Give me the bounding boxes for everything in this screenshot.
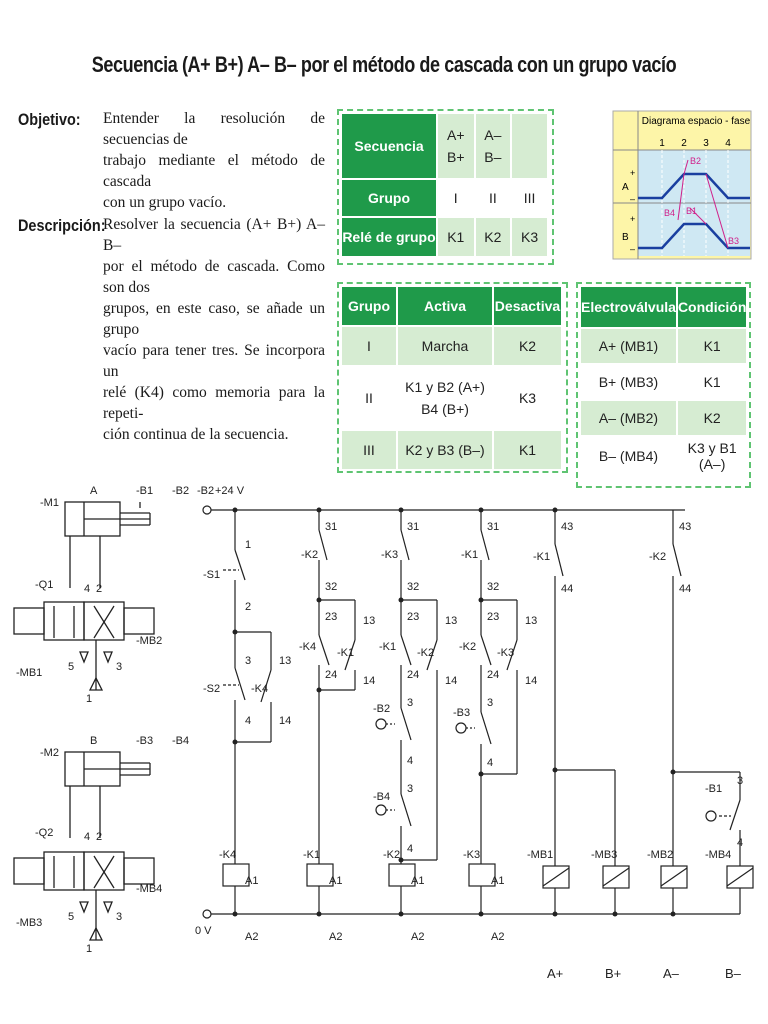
contact-num: 3 (245, 655, 252, 667)
sequence-table (340, 112, 549, 258)
port-label: 4 (84, 831, 91, 843)
k1-contact-label: -K1 (337, 647, 355, 659)
sensor-b1-label: -B1 (136, 485, 154, 497)
cylinder-b (65, 752, 150, 838)
mb4-label: -MB4 (705, 849, 732, 861)
contact-num: 3 (407, 783, 414, 795)
group-cell: I (437, 179, 475, 217)
contact-num: 4 (737, 837, 744, 849)
contact-num: 14 (525, 675, 538, 687)
k4-coil-label: -K4 (219, 849, 237, 861)
objective-line: trabajo mediante el método de cascada (103, 152, 325, 190)
ground-label: 0 V (195, 925, 212, 937)
gt-cell: K1 (493, 430, 562, 470)
contact-num: 14 (445, 675, 458, 687)
k4-contact-label: -K4 (251, 683, 269, 695)
phase-sensor: B1 (686, 206, 698, 216)
b2-label: -B2 (373, 703, 391, 715)
seq-cell: A– B– (475, 113, 512, 179)
phase-row-a: A (622, 182, 629, 193)
group-cell: II (475, 179, 512, 217)
port-label: 1 (86, 943, 93, 955)
mb2-label: -MB2 (647, 849, 674, 861)
description-text (103, 214, 325, 445)
valve-q1-label: -Q1 (35, 579, 54, 591)
phase-row-b: B (622, 232, 629, 243)
contact-num: 31 (407, 521, 420, 533)
relay-header: Relé de grupo (341, 217, 437, 257)
phase-step: 3 (703, 138, 709, 149)
description-line: Resolver la secuencia (A+ B+) A– B– (103, 216, 325, 254)
contact-num: 32 (487, 581, 500, 593)
output-label: A– (663, 966, 679, 981)
description-label: Descripción: (18, 216, 106, 235)
k2-contact-label: -K2 (301, 549, 319, 561)
contact-num: 43 (679, 521, 692, 533)
output-label: B– (725, 966, 741, 981)
gt-cell: K2 y B3 (B–) (397, 430, 493, 470)
contact-num: 4 (245, 715, 252, 727)
vt-cell: A+ (MB1) (580, 328, 677, 364)
output-label: B+ (605, 966, 622, 981)
phase-sensor: B4 (664, 208, 676, 218)
coil-a1: A1 (491, 875, 505, 887)
phase-step: 1 (659, 138, 665, 149)
coil-a1: A1 (411, 875, 425, 887)
vt-cell: B– (MB4) (580, 436, 677, 476)
pneumatic-schematic (0, 480, 195, 980)
cyl-a-ref: -M1 (40, 497, 59, 509)
supply-label: +24 V (215, 485, 245, 497)
contact-num: 3 (737, 775, 744, 787)
port-label: 1 (86, 693, 93, 705)
port-label: 3 (116, 661, 123, 673)
cyl-a-label: A (90, 485, 98, 497)
mb3-label: -MB3 (591, 849, 618, 861)
contact-num: 2 (245, 601, 252, 613)
page-title: Secuencia (A+ B+) A– B– por el método de cascada con un grupo vacío (91, 52, 677, 77)
k1-contact-label: -K1 (461, 549, 479, 561)
description-line: por el método de cascada. Como son dos (103, 258, 325, 296)
coil-a1: A1 (329, 875, 343, 887)
k4-contact-label: -K4 (299, 641, 317, 653)
phase-step: 4 (725, 138, 731, 149)
objective-text (103, 108, 325, 213)
contact-num: 24 (325, 669, 338, 681)
phase-plus: + (630, 214, 636, 224)
sensor-b3-label: -B3 (136, 735, 154, 747)
phase-title: Diagrama espacio - fase (641, 116, 751, 127)
contact-num: 3 (407, 697, 414, 709)
contact-num: 23 (487, 611, 500, 623)
contact-num: 24 (407, 669, 420, 681)
vt-cell: K1 (677, 364, 747, 400)
port-label: 3 (116, 911, 123, 923)
description-line: relé (K4) como memoria para la repeti- (103, 384, 325, 422)
objective-line: con un grupo vacío. (103, 194, 227, 211)
vt-cell: K3 y B1 (A–) (677, 436, 747, 476)
contact-num: 32 (325, 581, 338, 593)
seq-cell (511, 113, 548, 179)
k3-coil-label: -K3 (463, 849, 481, 861)
sol-mb1-label: -MB1 (16, 667, 43, 679)
supply-minus-ref: -B2 (197, 485, 215, 497)
gt-header: Desactiva (493, 286, 562, 326)
coil-a2: A2 (329, 931, 343, 943)
phase-diagram (612, 110, 752, 260)
objective-line: Entender la resolución de secuencias de (103, 110, 325, 148)
contact-num: 44 (679, 583, 692, 595)
coil-a2: A2 (491, 931, 505, 943)
gt-cell: I (341, 326, 397, 366)
group-table (340, 285, 563, 471)
seq-cell: A+ B+ (437, 113, 475, 179)
phase-sensor: B3 (728, 236, 740, 246)
gt-header: Grupo (341, 286, 397, 326)
relay-cell: K3 (511, 217, 548, 257)
contact-num: 32 (407, 581, 420, 593)
k3-contact-label: -K3 (497, 647, 515, 659)
gt-cell: III (341, 430, 397, 470)
sensor-b2-label: -B2 (172, 485, 190, 497)
sol-mb2-label: -MB2 (136, 635, 163, 647)
port-label: 5 (68, 911, 75, 923)
contact-num: 31 (487, 521, 500, 533)
k1-contact-label: -K1 (379, 641, 397, 653)
contact-num: 13 (363, 615, 376, 627)
vt-cell: B+ (MB3) (580, 364, 677, 400)
description-line: ción continua de la secuencia. (103, 426, 289, 443)
phase-minus: – (630, 244, 636, 254)
contact-num: 23 (407, 611, 420, 623)
contact-num: 43 (561, 521, 574, 533)
contact-num: 4 (487, 757, 494, 769)
s2-label: -S2 (203, 683, 221, 695)
phase-minus: – (630, 194, 636, 204)
contact-num: 44 (561, 583, 574, 595)
vt-header: Condición (677, 286, 747, 328)
gt-header: Activa (397, 286, 493, 326)
sol-mb3-label: -MB3 (16, 917, 43, 929)
vt-cell: K2 (677, 400, 747, 436)
port-label: 2 (96, 831, 103, 843)
description-line: vacío para tener tres. Se incorpora un (103, 342, 325, 380)
contact-num: 3 (487, 697, 494, 709)
relay-cell: K1 (437, 217, 475, 257)
coil-a2: A2 (411, 931, 425, 943)
phase-step: 2 (681, 138, 687, 149)
k2-contact-label: -K2 (459, 641, 477, 653)
k3-contact-label: -K3 (381, 549, 399, 561)
group-header: Grupo (341, 179, 437, 217)
k1-coil-label: -K1 (303, 849, 321, 861)
gt-cell: K1 y B2 (A+) B4 (B+) (397, 366, 493, 430)
objective-label: Objetivo: (18, 110, 81, 129)
cyl-b-ref: -M2 (40, 747, 59, 759)
phase-sensor: B2 (690, 156, 702, 166)
contact-num: 13 (525, 615, 538, 627)
group-cell: III (511, 179, 548, 217)
gt-cell: II (341, 366, 397, 430)
k1-contact-label: -K1 (533, 551, 551, 563)
k2-contact-label: -K2 (417, 647, 435, 659)
b3-label: -B3 (453, 707, 471, 719)
contact-num: 13 (445, 615, 458, 627)
vt-header: Electroválvula (580, 286, 677, 328)
b4-label: -B4 (373, 791, 391, 803)
b1-label: -B1 (705, 783, 723, 795)
coil-a2: A2 (245, 931, 259, 943)
contact-num: 14 (363, 675, 376, 687)
contact-num: 14 (279, 715, 292, 727)
port-label: 5 (68, 661, 75, 673)
relay-cell: K2 (475, 217, 512, 257)
description-line: grupos, en este caso, se añade un grupo (103, 300, 325, 338)
port-label: 4 (84, 583, 91, 595)
gt-cell: K3 (493, 366, 562, 430)
gt-cell: Marcha (397, 326, 493, 366)
sol-mb4-label: -MB4 (136, 883, 163, 895)
vt-cell: K1 (677, 328, 747, 364)
output-label: A+ (547, 966, 564, 981)
contact-num: 4 (407, 755, 414, 767)
port-label: 2 (96, 583, 103, 595)
contact-num: 24 (487, 669, 500, 681)
cylinder-a (65, 502, 150, 588)
gt-cell: K2 (493, 326, 562, 366)
phase-plus: + (630, 168, 636, 178)
s1-label: -S1 (203, 569, 221, 581)
k2-coil-label: -K2 (383, 849, 401, 861)
contact-num: 13 (279, 655, 292, 667)
contact-num: 23 (325, 611, 338, 623)
seq-header: Secuencia (341, 113, 437, 179)
sensor-b4-label: -B4 (172, 735, 190, 747)
coil-a1: A1 (245, 875, 259, 887)
mb1-label: -MB1 (527, 849, 554, 861)
contact-num: 31 (325, 521, 338, 533)
electrical-schematic (195, 480, 760, 1000)
k2-contact-label: -K2 (649, 551, 667, 563)
valve-q2-label: -Q2 (35, 827, 54, 839)
contact-num: 1 (245, 539, 252, 551)
cyl-b-label: B (90, 735, 98, 747)
valve-table (579, 285, 748, 477)
contact-num: 4 (407, 843, 414, 855)
vt-cell: A– (MB2) (580, 400, 677, 436)
